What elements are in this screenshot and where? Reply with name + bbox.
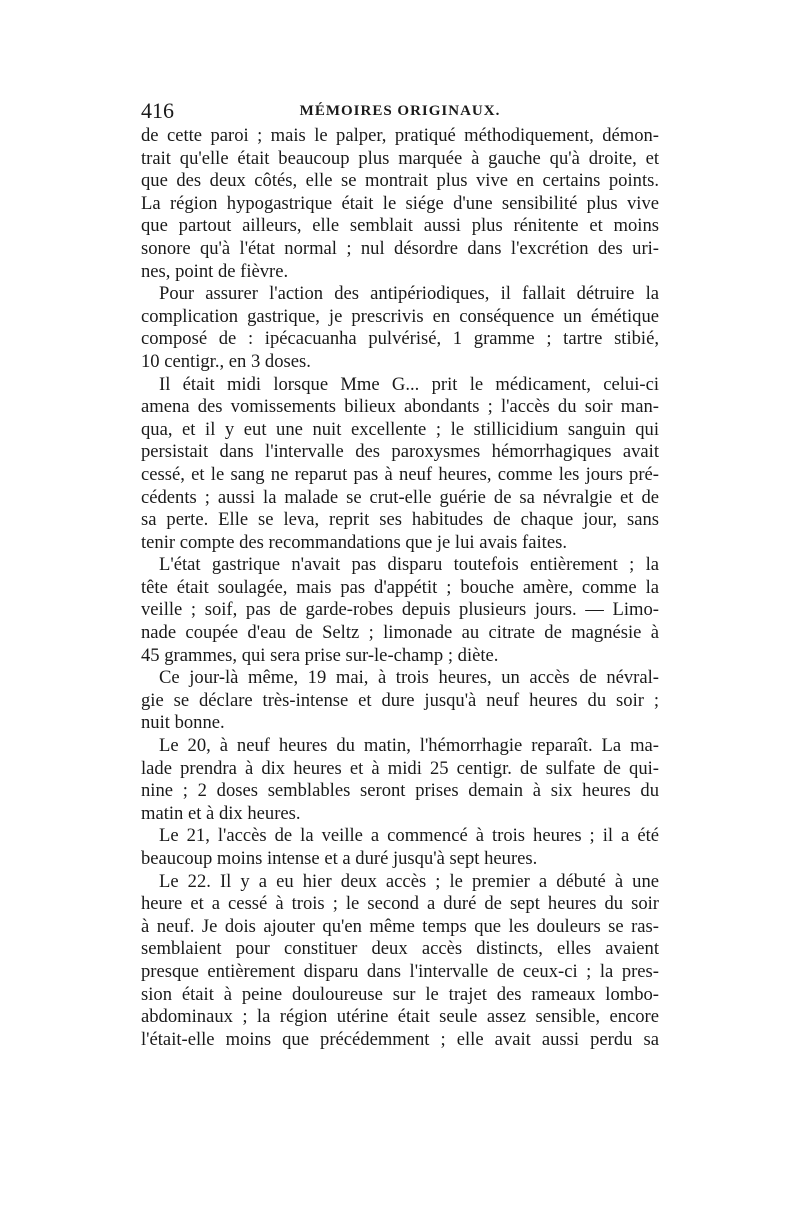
text-line: l'était-elle moins que précédemment ; elle avait aussi perdu sa	[141, 1028, 659, 1050]
text-line: complication gastrique, je prescrivis en conséquence un émétique	[141, 305, 659, 327]
text-line: nuit bonne.	[141, 712, 225, 734]
text-line: presque entièrement disparu dans l'intervalle de ceux-ci ; la pres-	[141, 960, 659, 982]
text-line: que des deux côtés, elle se montrait plus vive en certains points.	[141, 170, 659, 192]
text-line: tenir compte des recommandations que je lui avais faites.	[141, 531, 567, 553]
text-line: abdominaux ; la région utérine était seule assez sensible, encore	[141, 1006, 659, 1028]
paragraph	[141, 374, 659, 555]
text-line: veille ; soif, pas de garde-robes depuis plusieurs jours. — Limo-	[141, 599, 659, 621]
text-line: trait qu'elle était beaucoup plus marquée à gauche qu'à droite, et	[141, 147, 659, 169]
text-line: de cette paroi ; mais le palper, pratiqué méthodiquement, démon-	[141, 125, 659, 146]
text-line: amena des vomissements bilieux abondants ; l'accès du soir man-	[141, 396, 659, 418]
text-line: nes, point de fièvre.	[141, 260, 289, 282]
text-line: sion était à peine douloureuse sur le trajet des rameaux lombo-	[141, 983, 659, 1005]
text-line: Il était midi lorsque Mme G... prit le médicament, celui-ci	[159, 373, 659, 395]
text-line: L'état gastrique n'avait pas disparu toutefois entièrement ; la	[159, 554, 659, 576]
paragraph	[141, 735, 659, 825]
paragraph	[141, 825, 659, 870]
text-line: 45 grammes, qui sera prise sur-le-champ ; diète.	[141, 644, 499, 666]
text-line: que partout ailleurs, elle semblait aussi plus rénitente et moins	[141, 215, 659, 237]
text-line: matin et à dix heures.	[141, 802, 301, 824]
text-line: gie se déclare très-intense et dure jusqu'à neuf heures du soir ;	[141, 689, 659, 711]
text-line: Ce jour-là même, 19 mai, à trois heures, un accès de névral-	[159, 667, 659, 689]
text-line: tête était soulagée, mais pas d'appétit ; bouche amère, comme la	[141, 576, 659, 598]
paragraph	[141, 871, 659, 1052]
paragraph	[141, 667, 659, 735]
paragraph	[141, 283, 659, 373]
text-line: cédents ; aussi la malade se crut-elle guérie de sa névralgie et de	[141, 486, 659, 508]
text-line: Pour assurer l'action des antipériodiques, il fallait détruire la	[159, 283, 659, 305]
text-line: sonore qu'à l'état normal ; nul désordre dans l'excrétion des uri-	[141, 237, 659, 259]
text-line: beaucoup moins intense et a duré jusqu'à sept heures.	[141, 848, 538, 869]
paragraph	[141, 125, 659, 283]
text-line: Le 20, à neuf heures du matin, l'hémorrhagie reparaît. La ma-	[159, 735, 659, 757]
text-line: sa perte. Elle se leva, reprit ses habitudes de chaque jour, sans	[141, 509, 659, 531]
paragraph	[141, 554, 659, 667]
text-line: nade coupée d'eau de Seltz ; limonade au citrate de magnésie à	[141, 622, 659, 644]
text-line: La région hypogastrique était le siége d'une sensibilité plus vive	[141, 192, 659, 214]
text-line: nine ; 2 doses semblables seront prises demain à six heures du	[141, 780, 659, 802]
text-line: Le 22. Il y a eu hier deux accès ; le premier a débuté à une	[159, 870, 659, 892]
page-header	[141, 96, 659, 126]
text-line: semblaient pour constituer deux accès distincts, elles avaient	[141, 938, 659, 960]
text-line: Le 21, l'accès de la veille a commencé à trois heures ; il a été	[159, 825, 659, 847]
text-line: à neuf. Je dois ajouter qu'en même temps que les douleurs se ras-	[141, 915, 659, 937]
text-line: qua, et il y eut une nuit excellente ; le stillicidium sanguin qui	[141, 418, 659, 440]
text-line: 10 centigr., en 3 doses.	[141, 350, 311, 372]
text-line: composé de : ipécacuanha pulvérisé, 1 gramme ; tartre stibié,	[141, 328, 659, 350]
running-head: MÉMOIRES ORIGINAUX.	[299, 103, 501, 119]
page-number: 416	[141, 98, 174, 123]
text-line: lade prendra à dix heures et à midi 25 centigr. de sulfate de qui-	[141, 757, 659, 779]
text-line: heure et a cessé à trois ; le second a duré de sept heures du soir	[141, 893, 659, 915]
body-text	[141, 125, 659, 1051]
text-line: cessé, et le sang ne reparut pas à neuf heures, comme les jours pré-	[141, 463, 659, 485]
text-line: persistait dans l'intervalle des paroxysmes hémorrhagiques avait	[141, 441, 659, 463]
